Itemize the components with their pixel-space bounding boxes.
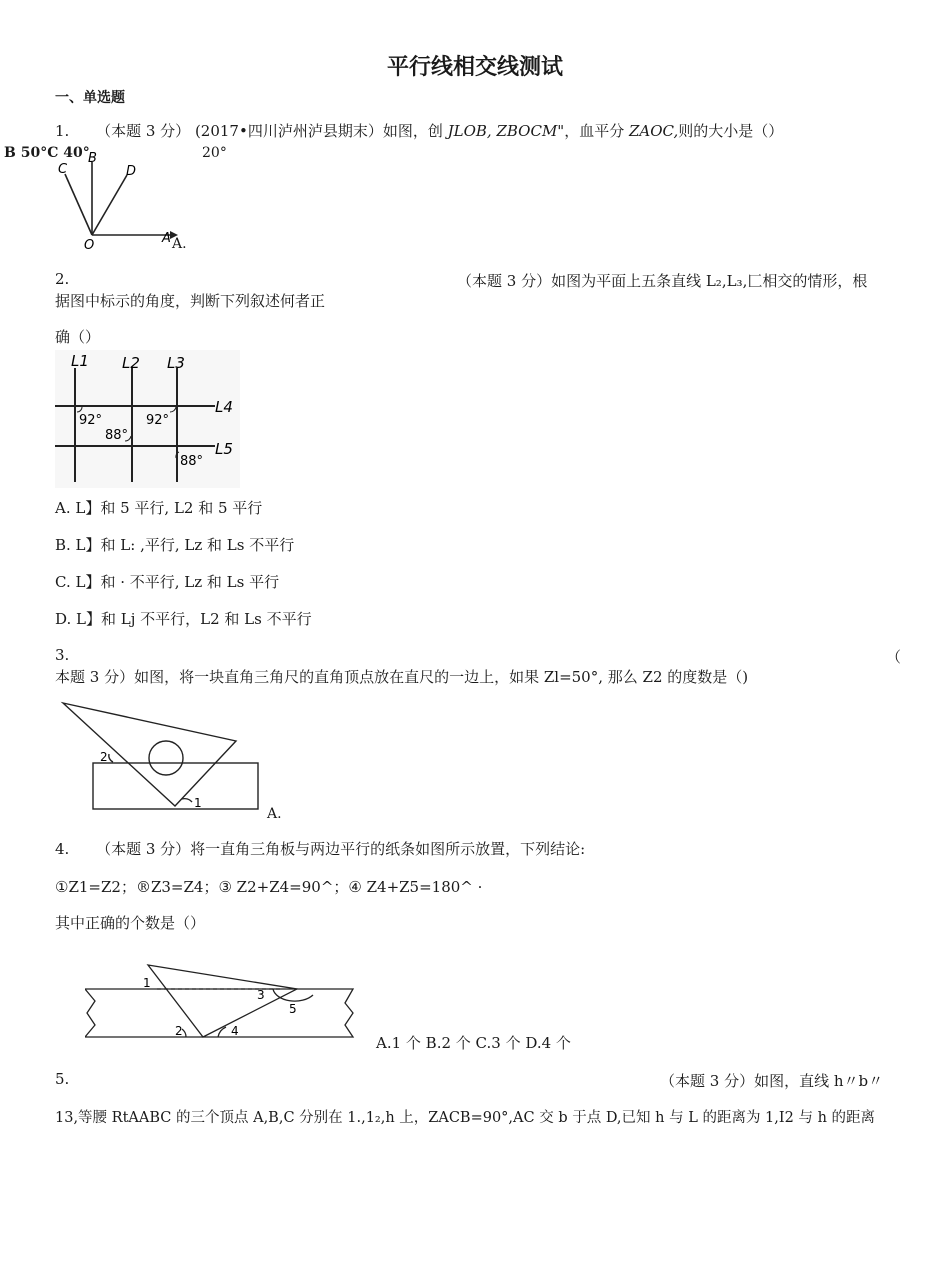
q2-option-c: C. L】和 · 不平行, Lz 和 Ls 平行 bbox=[55, 573, 280, 591]
q4-label-4: 4 bbox=[231, 1024, 239, 1038]
q2-angle-88-bottom: 88° bbox=[180, 454, 204, 469]
q2-label-l1: L1 bbox=[71, 352, 89, 370]
q2-number: 2. bbox=[55, 270, 70, 288]
q4-label-1: 1 bbox=[143, 976, 151, 990]
q2-angle-92-right: 92° bbox=[146, 413, 170, 428]
q1-text-e: 则的大小是（） bbox=[678, 122, 784, 140]
q4-label-5: 5 bbox=[289, 1002, 297, 1016]
q2-label-l2: L2 bbox=[122, 354, 140, 372]
q1-text-c: ，血平分 bbox=[564, 122, 625, 140]
q4-label-3: 3 bbox=[257, 988, 265, 1002]
q2-text-line3: 确（） bbox=[55, 328, 101, 346]
q2-label-l5: L5 bbox=[215, 440, 233, 458]
q3-label-1: 1 bbox=[194, 796, 202, 810]
q3-number: 3. bbox=[55, 646, 70, 664]
q3-label-2: 2 bbox=[100, 750, 108, 764]
q1-label-b: B bbox=[88, 151, 97, 166]
q3-paren: （ bbox=[886, 648, 902, 666]
q1-garbled-options: B 50°C 40° bbox=[4, 145, 90, 161]
q4-statements: ①Z1=Z2；®Z3=Z4；③ Z2+Z4=90^；④ Z4+Z5=180^ · bbox=[55, 878, 483, 896]
q1-label-d: D bbox=[126, 164, 137, 179]
page-title: 平行线相交线测试 bbox=[386, 55, 563, 80]
q2-text-right: （本题 3 分）如图为平面上五条直线 L₂,L₃,匚相交的情形，根 bbox=[457, 272, 868, 290]
q3-text: 本题 3 分）如图，将一块直角三角尺的直角顶点放在直尺的一边上，如果 Zl=50°, 那么 Z2 的度数是（) bbox=[55, 668, 749, 686]
q2-label-l3: L3 bbox=[167, 354, 185, 372]
q4-number: 4. bbox=[55, 840, 70, 858]
q2-text-line2: 据图中标示的角度，判断下列叙述何者正 bbox=[55, 292, 326, 310]
section-heading: 一、单选题 bbox=[55, 90, 125, 106]
question-4 bbox=[55, 838, 585, 859]
q4-strip-triangle-figure bbox=[85, 955, 360, 1045]
q5-text-line2: 13,等腰 RtAABC 的三个顶点 A,B,C 分别在 1.,1₂,h 上，ZACB=90°,AC 交 b 于点 D,已知 h 与 L 的距离为 1,I2 与 h 的距离 bbox=[55, 1110, 876, 1126]
question-1 bbox=[55, 120, 783, 141]
q1-text-d: ZAOC, bbox=[629, 122, 679, 140]
q1-choice-a: A. bbox=[172, 236, 187, 252]
q2-angle-88-middle: 88° bbox=[105, 428, 129, 443]
q1-label-o: O bbox=[84, 238, 95, 252]
q5-number: 5. bbox=[55, 1070, 70, 1088]
q5-text-right: （本题 3 分）如图，直线 h〃b〃 bbox=[660, 1072, 884, 1090]
q1-label-a: A bbox=[162, 231, 171, 246]
q1-text-b: JLOB, ZBOCM" bbox=[447, 122, 565, 140]
q4-question: 其中正确的个数是（） bbox=[55, 914, 206, 932]
q2-label-l4: L4 bbox=[215, 398, 233, 416]
q4-choices: A.1 个 B.2 个 C.3 个 D.4 个 bbox=[376, 1034, 571, 1052]
q4-label-2: 2 bbox=[175, 1024, 183, 1038]
q1-text-a: （本题 3 分） (2017•四川泸州泸县期末）如图，创 bbox=[96, 122, 443, 140]
q2-angle-92-left: 92° bbox=[79, 413, 103, 428]
q2-lines-figure bbox=[55, 350, 240, 488]
q1-number: 1. bbox=[55, 122, 70, 140]
q4-text: （本题 3 分）将一直角三角板与两边平行的纸条如图所示放置，下列结论: bbox=[96, 840, 586, 858]
q2-option-a: A. L】和 5 平行, L2 和 5 平行 bbox=[55, 499, 263, 517]
q1-label-c: C bbox=[58, 162, 68, 177]
q1-angle-figure bbox=[52, 150, 192, 252]
q3-choice-a: A. bbox=[267, 806, 282, 822]
q3-ruler-triangle-figure bbox=[55, 695, 270, 815]
q2-option-d: D. L】和 Lj 不平行，L2 和 Ls 不平行 bbox=[55, 610, 312, 628]
q2-option-b: B. L】和 L: ,平行, Lz 和 Ls 不平行 bbox=[55, 536, 295, 554]
q1-garbled-options-2: 20° bbox=[202, 145, 227, 161]
